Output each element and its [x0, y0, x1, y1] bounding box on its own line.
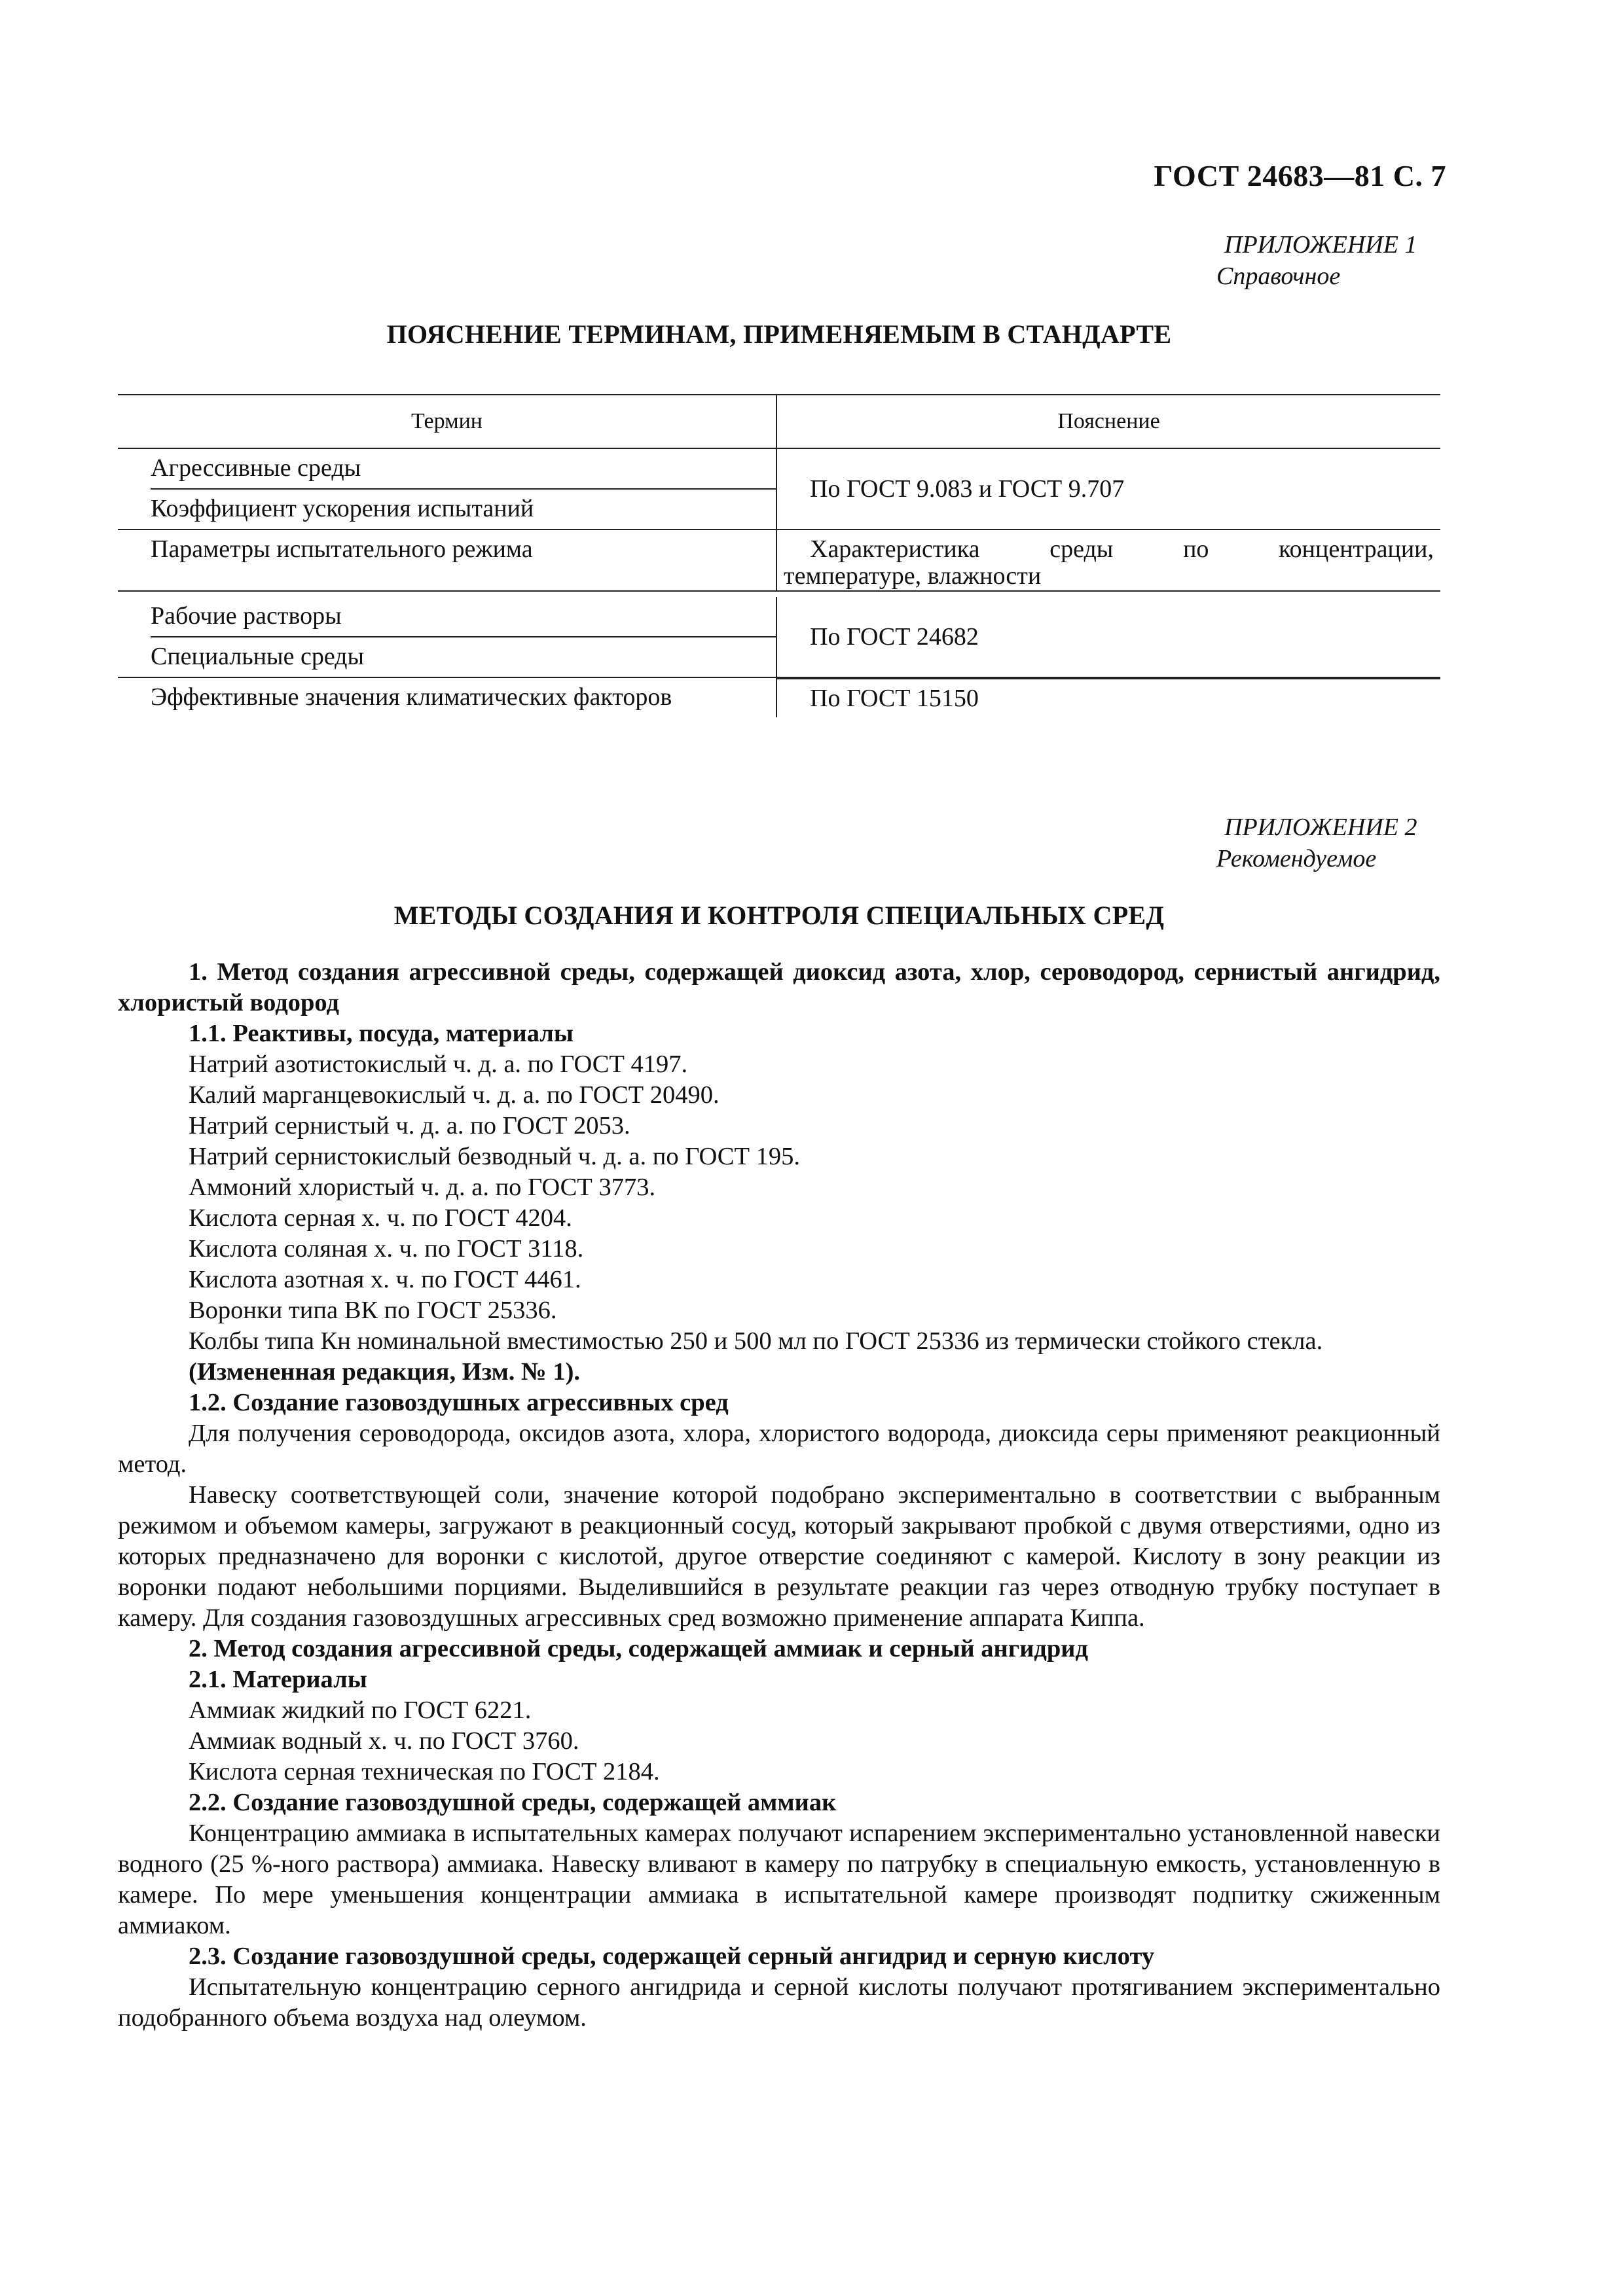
list-item: Аммиак жидкий по ГОСТ 6221. — [189, 1696, 532, 1724]
appendix-2-title: МЕТОДЫ СОЗДАНИЯ И КОНТРОЛЯ СПЕЦИАЛЬНЫХ СРЕД — [393, 901, 1165, 930]
list-item: Аммоний хлористый ч. д. а. по ГОСТ 3773. — [189, 1174, 656, 1201]
table-row — [118, 449, 1440, 530]
terms-table — [118, 394, 1440, 719]
explanation-cell: По ГОСТ 9.083 и ГОСТ 9.707 — [776, 449, 1440, 529]
section-heading: 2. Метод создания агрессивной среды, содержащей аммиак и серный ангидрид — [189, 1635, 1088, 1662]
page-header: ГОСТ 24683—81 С. 7 — [1154, 159, 1446, 192]
subsection-heading: 1.1. Реактивы, посуда, материалы — [189, 1020, 574, 1047]
explanation-line: температуре, влажности — [784, 562, 1042, 590]
appendix-2-kind: Рекомендуемое — [1216, 845, 1377, 872]
explanation-cell — [776, 530, 1440, 590]
appendix-2-label — [1216, 812, 1417, 874]
list-item: Калий марганцевокислый ч. д. а. по ГОСТ 20490. — [189, 1081, 720, 1109]
list-item: Кислота серная техническая по ГОСТ 2184. — [189, 1758, 660, 1785]
appendix-2-name: ПРИЛОЖЕНИЕ 2 — [1224, 814, 1417, 841]
appendix-1-label — [1216, 229, 1417, 292]
paragraph: Испытательную концентрацию серного ангидрида и серной кислоты получают протягиванием экспериментально подобранного объема воздуха над олеумом. — [118, 1973, 1440, 2032]
subsection-heading: 2.2. Создание газовоздушной среды, содержащей аммиак — [189, 1789, 837, 1816]
section-heading: 1. Метод создания агрессивной среды, содержащей диоксид азота, хлор, сероводород, сернистый ангидрид, хлористый водород — [118, 958, 1440, 1016]
subsection-heading: 2.3. Создание газовоздушной среды, содержащей серный ангидрид и серную кислоту — [189, 1943, 1155, 1970]
methods-body — [118, 957, 1440, 2034]
term-cell: Рабочие растворы — [151, 602, 342, 630]
term-cell: Коэффициент ускорения испытаний — [151, 488, 776, 529]
list-item: Кислота соляная х. ч. по ГОСТ 3118. — [189, 1235, 584, 1263]
table-header — [118, 395, 1440, 449]
list-item: Кислота азотная х. ч. по ГОСТ 4461. — [189, 1266, 581, 1293]
subsection-heading: 1.2. Создание газовоздушных агрессивных сред — [189, 1389, 729, 1416]
term-cell: Агрессивные среды — [151, 454, 361, 482]
list-item: Кислота серная х. ч. по ГОСТ 4204. — [189, 1204, 572, 1232]
list-item: Натрий сернистокислый безводный ч. д. а. по ГОСТ 195. — [189, 1143, 800, 1170]
list-item: Аммиак водный х. ч. по ГОСТ 3760. — [189, 1727, 579, 1755]
table-row — [118, 530, 1440, 592]
appendix-1-title: ПОЯСНЕНИЕ ТЕРМИНАМ, ПРИМЕНЯЕМЫМ В СТАНДАРТЕ — [386, 319, 1172, 349]
appendix-1-name: ПРИЛОЖЕНИЕ 1 — [1224, 231, 1417, 259]
term-cell: Специальные среды — [151, 636, 776, 677]
paragraph: Навеску соответствующей соли, значение которой подобрано экспериментально в соответствии с выбранным режимом и объемом камеры, загружают в реакционный сосуд, который закрывают пробкой с двумя отверстиями, одно из которых предназначено для воронки с кислотой, другое отверстие соединяют с камерой. Кислоту в зону реакции из воронки подают небольшими порциями. Выделившийся в результате реакции газ через отводную трубку поступает в камеру. Для создания газовоздушных агрессивных сред возможно применение аппарата Киппа. — [118, 1481, 1440, 1632]
list-item: Натрий сернистый ч. д. а. по ГОСТ 2053. — [189, 1112, 630, 1139]
explanation-line: Характеристика среды по концентрации, — [810, 535, 1434, 563]
paragraph: Для получения сероводорода, оксидов азота, хлора, хлористого водорода, диоксида серы применяют реакционный метод. — [118, 1420, 1440, 1478]
paragraph: Концентрацию аммиака в испытательных камерах получают испарением экспериментально установленной навески водного (25 %-ного раствора) аммиака. Навеску вливают в камеру по патрубку в специальную емкость, установленную в камере. По мере уменьшения концентрации аммиака в испытательной камере производят подпитку сжиженным аммиаком. — [118, 1820, 1440, 1939]
column-header-term: Термин — [411, 409, 483, 433]
list-item: Воронки типа ВК по ГОСТ 25336. — [189, 1297, 557, 1324]
table-row — [118, 592, 1440, 678]
column-header-explanation: Пояснение — [776, 395, 1440, 448]
term-cell: Эффективные значения климатических факторов — [151, 683, 672, 711]
revision-note: (Измененная редакция, Изм. № 1). — [189, 1358, 581, 1386]
appendix-1-kind: Справочное — [1216, 262, 1341, 290]
explanation-cell: По ГОСТ 24682 — [776, 597, 1440, 677]
list-item: Колбы типа Кн номинальной вместимостью 250 и 500 мл по ГОСТ 25336 из термически стойкого стекла. — [189, 1327, 1323, 1355]
explanation-cell: По ГОСТ 15150 — [776, 678, 1440, 717]
table-row — [118, 678, 1440, 719]
subsection-heading: 2.1. Материалы — [189, 1666, 367, 1693]
list-item: Натрий азотистокислый ч. д. а. по ГОСТ 4197. — [189, 1050, 688, 1078]
term-cell: Параметры испытательного режима — [151, 535, 533, 563]
